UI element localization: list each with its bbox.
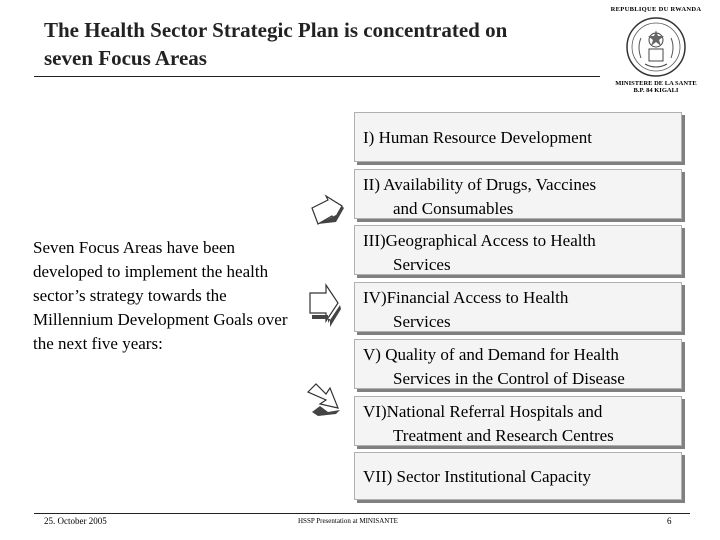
logo-ministry-name: MINISTERE DE LA SANTE	[615, 80, 697, 87]
focus-area-4-line2: Services	[393, 312, 451, 331]
focus-area-7	[354, 452, 682, 500]
focus-area-2-line2: and Consumables	[393, 199, 514, 218]
slide-title-line1: The Health Sector Strategic Plan is concentrated on	[44, 18, 508, 42]
rwanda-seal-icon	[625, 16, 687, 78]
logo-top-text: REPUBLIQUE DU RWANDA	[610, 6, 702, 13]
focus-area-5	[354, 339, 682, 389]
slide-title-line2: seven Focus Areas	[44, 46, 207, 70]
focus-area-3-line2: Services	[393, 255, 451, 274]
logo-ministry-address: B.P. 84 KIGALI	[633, 87, 679, 94]
focus-area-4	[354, 282, 682, 332]
footer-date: 25. October 2005	[44, 516, 107, 526]
ministry-logo	[606, 6, 706, 110]
slide-title	[44, 16, 594, 72]
intro-paragraph: Seven Focus Areas have been developed to implement the health sector’s strategy towards the Millennium Development Goals over the next five years:	[33, 238, 288, 353]
focus-area-2-line1: II) Availability of Drugs, Vaccines	[363, 175, 597, 194]
focus-area-3	[354, 225, 682, 275]
focus-area-5-line2: Services in the Control of Disease	[393, 369, 625, 388]
focus-area-3-line1: III)Geographical Access to Health	[363, 231, 596, 250]
focus-area-5-line1: V) Quality of and Demand for Health	[363, 345, 619, 364]
arrow-right-icon	[308, 283, 342, 331]
footer-presentation-name: HSSP Presentation at MINISANTE	[298, 517, 398, 525]
arrow-down-right-icon	[306, 378, 344, 418]
focus-area-2	[354, 169, 682, 219]
title-divider	[34, 76, 600, 77]
focus-area-1	[354, 112, 682, 162]
focus-area-4-line1: IV)Financial Access to Health	[363, 288, 569, 307]
focus-area-1-line1: I) Human Resource Development	[363, 128, 592, 147]
focus-area-6-line2: Treatment and Research Centres	[393, 426, 614, 445]
footer-divider	[34, 513, 690, 514]
arrow-up-right-icon	[308, 192, 346, 228]
focus-area-6	[354, 396, 682, 446]
focus-area-6-line1: VI)National Referral Hospitals and	[363, 402, 603, 421]
focus-area-7-line1: VII) Sector Institutional Capacity	[363, 467, 592, 486]
page-number: 6	[667, 516, 672, 526]
